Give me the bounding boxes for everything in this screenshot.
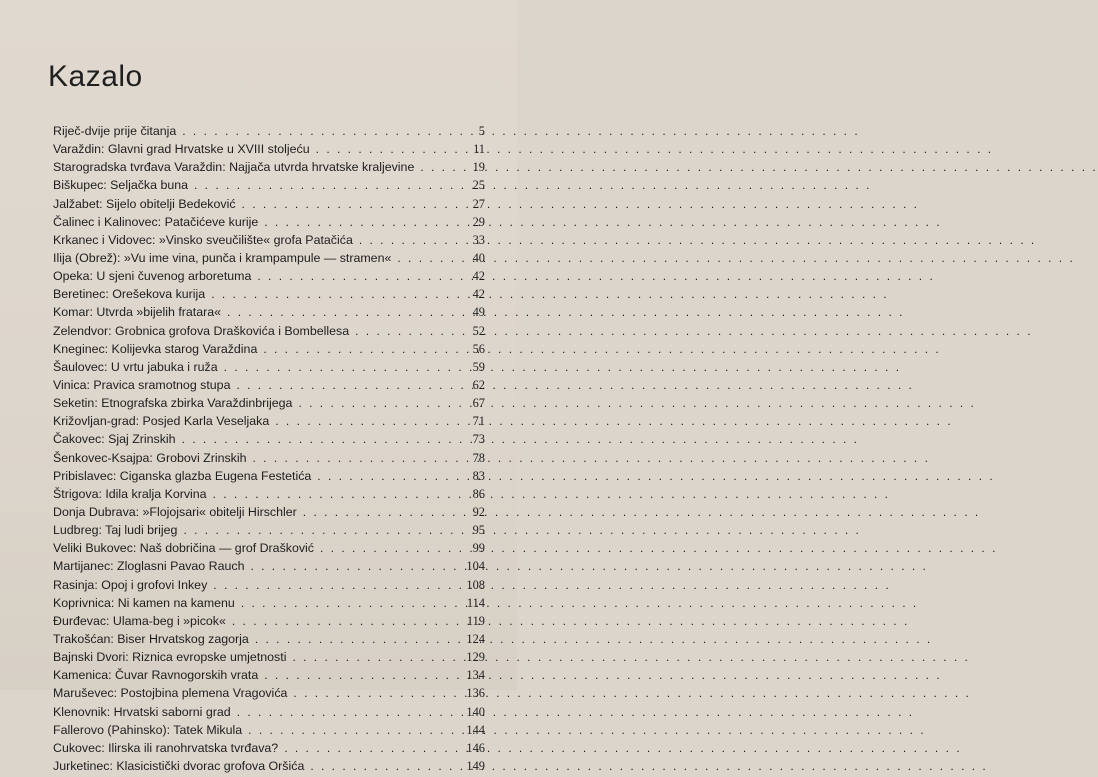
dot-leader [236,197,467,211]
toc-entry-page-number: 5 [478,124,485,138]
toc-entry-title: Maruševec: Postojbina plemena Vragovića [53,686,288,701]
toc-entry-page-number: 99 [472,541,485,556]
toc-entry [53,342,485,360]
toc-entry [53,269,485,287]
toc-entry-page-number: 146 [466,740,485,755]
toc-entry-title: Fallerovo (Pahinsko): Tatek Mikula [53,722,243,737]
toc-entry [53,142,485,160]
dot-leader [242,723,466,737]
dot-leader [188,178,467,192]
toc-entry-page-number: 56 [472,341,485,356]
toc-entry [53,432,485,450]
toc-entry-title: Čakovec: Sjaj Zrinskih [53,432,176,447]
toc-entry [53,505,485,523]
toc-entry [53,305,485,323]
toc-entry-title: Koprivnica: Ni kamen na kamenu [53,595,235,610]
toc-entry [53,251,485,269]
toc-entry-title: Veliki Bukovec: Naš dobričina — grof Drašković [53,541,314,556]
toc-entry-title: Starogradska tvrđava Varaždin: Najjača utvrda hrvatske kraljevine [53,160,415,175]
dot-leader [176,124,467,138]
toc-entry-page-number: 134 [466,668,485,683]
toc-entry [53,559,485,577]
toc-entry-title: Donja Dubrava: »Flojojsari« obitelji Hirschler [53,504,297,519]
dot-leader [297,505,467,519]
dot-leader [251,269,467,283]
toc-entry-page-number: 25 [472,178,485,193]
dot-leader [249,632,467,646]
toc-entry-title: Ilija (Obrež): »Vu ime vina, punča i krampampule — stramen« [53,250,392,265]
dot-leader [231,705,467,719]
toc-entry-title: Šaulovec: U vrtu jabuka i ruža [53,359,218,374]
toc-entry [53,396,485,414]
toc-entry-page-number: 33 [472,232,485,247]
toc-entry-title: Križovljan-grad: Posjed Karla Veseljaka [53,414,270,429]
toc-entry [53,614,485,632]
dot-leader [176,432,467,446]
toc-entry-page-number: 73 [472,432,485,447]
dot-leader [207,487,467,501]
toc-entry-title: Biškupec: Seljačka buna [53,178,189,193]
toc-entry [53,215,485,233]
toc-entry-page-number: 67 [472,396,485,411]
dot-leader [247,451,467,465]
toc-entry-page-number: 62 [472,377,485,392]
dot-leader [314,541,467,555]
toc-entry [53,759,485,777]
dot-leader [304,759,466,773]
toc-entry-page-number: 129 [466,650,485,665]
toc-entry-page-number: 140 [466,704,485,719]
toc-entry [53,233,485,251]
toc-entry-page-number: 149 [466,758,485,773]
toc-entry-title: Cukovec: Ilirska ili ranohrvatska tvrđava? [53,740,279,755]
toc-entry [53,741,485,759]
toc-entry [53,487,485,505]
toc-entry-page-number: 114 [466,595,485,610]
dot-leader [286,650,466,664]
toc-entry-page-number: 92 [472,504,485,519]
toc-entry [53,596,485,614]
toc-entry-page-number: 124 [466,631,485,646]
dot-leader [177,523,467,537]
page-title: Kazalo [48,60,143,93]
dot-leader [230,378,467,392]
toc-entry-title: Vinica: Pravica sramotnog stupa [53,377,231,392]
toc-entry-title: Trakošćan: Biser Hrvatskog zagorja [53,631,249,646]
toc-entry-title: Čalinec i Kalinovec: Patačićeve kurije [53,214,259,229]
toc-entry [53,541,485,559]
toc-entry-title: Kamenica: Čuvar Ravnogorskih vrata [53,668,259,683]
toc-entry-title: Varaždin: Glavni grad Hrvatske u XVIII stoljeću [53,142,310,157]
toc-entry-title: Seketin: Etnografska zbirka Varaždinbrijega [53,396,293,411]
book-page [0,0,517,773]
toc-entry-page-number: 136 [466,686,485,701]
toc-entry [53,705,485,723]
toc-entry-title: Pribislavec: Ciganska glazba Eugena Festetića [53,468,312,483]
toc-entry-title: Kneginec: Kolijevka starog Varaždina [53,341,258,356]
toc-entry-page-number: 11 [473,142,485,157]
toc-entry-page-number: 86 [472,486,485,501]
toc-entry-title: Štrigova: Idila kralja Korvina [53,486,207,501]
toc-entry [53,686,485,704]
dot-leader [258,668,466,682]
dot-leader [353,233,467,247]
toc-entry-title: Komar: Utvrda »bijelih fratara« [53,305,222,320]
dot-leader [310,142,467,156]
toc-entry-title: Jurketinec: Klasicistički dvorac grofova Oršića [53,758,305,773]
dot-leader [235,596,467,610]
toc-entry-title: Zelendvor: Grobnica grofova Draškovića i Bombellesa [53,323,350,338]
dot-leader [287,686,466,700]
toc-entry-title: Opeka: U sjeni čuvenog arboretuma [53,269,252,284]
toc-entry-page-number: 71 [472,414,485,429]
toc-entry [53,723,485,741]
toc-entry-title: Jalžabet: Sijelo obitelji Bedeković [53,196,236,211]
toc-entry-title: Riječ-dvije prije čitanja [53,124,177,138]
dot-leader [269,414,467,428]
dot-leader [391,251,467,265]
toc-entry-title: Ludbreg: Taj ludi brijeg [53,523,178,538]
toc-entry-title: Šenkovec-Ksajpa: Grobovi Zrinskih [53,450,247,465]
toc-entry [53,197,485,215]
dot-leader [292,396,467,410]
dot-leader [278,741,466,755]
toc-entry-page-number: 29 [472,214,485,229]
toc-entry [53,451,485,469]
toc-entry-page-number: 42 [472,269,485,284]
dot-leader [218,360,467,374]
toc-entry [53,124,485,142]
toc-entry-page-number: 52 [472,323,485,338]
toc-entry-page-number: 19 [472,160,485,175]
toc-entry [53,578,485,596]
table-of-contents [53,124,485,777]
toc-entry-title: Rasinja: Opoj i grofovi Inkey [53,577,208,592]
toc-entry-title: Bajnski Dvori: Riznica evropske umjetnosti [53,650,287,665]
dot-leader [221,305,467,319]
toc-entry-title: Beretinec: Orešekova kurija [53,287,206,302]
dot-leader [311,469,467,483]
toc-entry [53,360,485,378]
toc-entry-page-number: 144 [466,722,485,737]
toc-entry-title: Krkanec i Vidovec: »Vinsko sveučilište« grofa Patačića [53,232,353,247]
dot-leader [207,578,466,592]
toc-entry-page-number: 78 [472,450,485,465]
dot-leader [257,342,467,356]
toc-entry-page-number: 59 [472,359,485,374]
toc-entry [53,178,485,196]
toc-entry-page-number: 27 [472,196,485,211]
dot-leader [244,559,466,573]
toc-entry [53,523,485,541]
toc-entry-page-number: 119 [466,613,485,628]
toc-entry [53,414,485,432]
dot-leader [226,614,467,628]
toc-entry-page-number: 108 [466,577,485,592]
toc-entry-page-number: 40 [472,250,485,265]
toc-entry-page-number: 49 [472,305,485,320]
toc-entry [53,378,485,396]
dot-leader [349,324,467,338]
toc-entry [53,650,485,668]
toc-entry [53,324,485,342]
toc-entry [53,469,485,487]
toc-entry-title: Klenovnik: Hrvatski saborni grad [53,704,231,719]
dot-leader [414,160,467,174]
toc-entry-title: Đurđevac: Ulama-beg i »picok« [53,613,226,628]
dot-leader [258,215,467,229]
toc-entry-page-number: 83 [472,468,485,483]
toc-entry [53,287,485,305]
toc-entry-title: Martijanec: Zloglasni Pavao Rauch [53,559,245,574]
toc-entry [53,160,485,178]
toc-entry [53,668,485,686]
dot-leader [205,287,467,301]
toc-entry-page-number: 42 [472,287,485,302]
toc-entry-page-number: 104 [466,559,485,574]
toc-entry [53,632,485,650]
toc-entry-page-number: 95 [472,523,485,538]
